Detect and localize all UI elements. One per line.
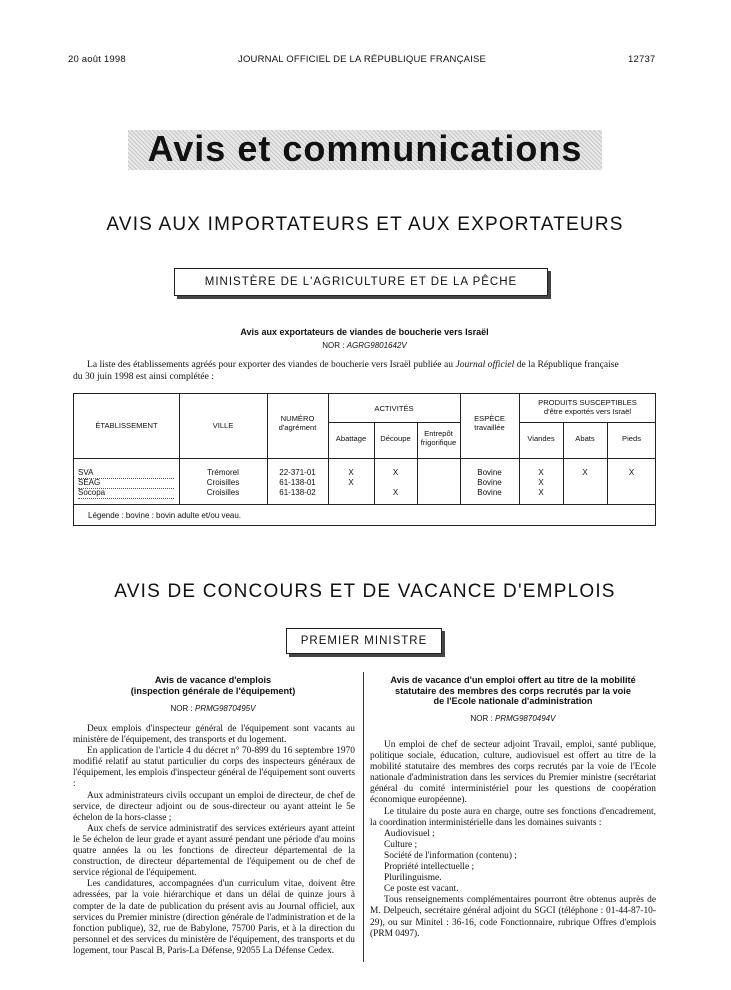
page-number: 12737 [628, 54, 656, 65]
th-ville: VILLE [212, 421, 234, 430]
cell-etab: SVA [78, 468, 174, 479]
list-item: Plurilinguisme. [384, 873, 442, 884]
th-entrepot-sub: frigorifique [420, 438, 457, 447]
cell-viandes: X [538, 468, 544, 477]
nor-label: NOR : [470, 714, 493, 723]
th-entrepot: Entrepôt [424, 429, 453, 438]
nor-label: NOR : [170, 704, 193, 713]
list-item: Propriété intellectuelle ; [384, 862, 475, 873]
cell-viandes: X [538, 478, 544, 487]
list-item: Audiovisuel ; [384, 828, 435, 839]
cell-decoupe: X [392, 488, 399, 497]
nor-code: PRMG9870494V [494, 714, 556, 723]
cell-abattage: X [348, 478, 354, 487]
right-paragraph: Un emploi de chef de secteur adjoint Travail, emploi, santé publique, politique sociale, éducation, culture, audiovisuel est offert au titre de la mobilité statutaire des membres des corps recrutés par la voie de l'Ecole nationale d'administration dans les services du Premier ministre (secrétariat général du comité interministériel pour les questions de coopération économique européenne). [370, 740, 656, 806]
right-paragraph: Tous renseignements complémentaires pourront être obtenus auprès de M. Delpeuch, secrétaire général adjoint du SGCI (téléphone : 01-44-87-10-29), ou sur Minitel : 36-16, code Fonctionnaire, rubrique Offres d'emplois (PRM 0497). [370, 895, 656, 939]
cell-ville: Croisilles [206, 478, 240, 487]
left-notice-title [73, 675, 353, 697]
intro-paragraph-end: du 30 juin 1998 est ainsi complétée : [73, 371, 214, 382]
left-paragraph: Aux chefs de service administratif des services extérieurs ayant atteint le 5e échelon de leur grade et ayant assuré pendant une période d'au moins quatre années la ou les fonctions de directeur départemental de la construction, de directeur départemental de l'équipement ou de chef de service régional de l'équipement. [73, 823, 355, 879]
banner-title: Avis et communications [147, 128, 583, 169]
cell-numero: 61-138-01 [279, 478, 316, 487]
cell-etab: SEAG [78, 478, 174, 489]
nor-code: AGRG9801642V [346, 341, 407, 350]
th-produits-sub: d'être exportés vers Israël [543, 407, 632, 416]
cell-espece: Bovine [477, 468, 502, 477]
left-title-line1: Avis de vacance d'emplois [154, 675, 272, 685]
column-divider [363, 672, 364, 962]
cell-pieds: X [628, 468, 635, 477]
ministry-box-agriculture: MINISTÈRE DE L'AGRICULTURE ET DE LA PÊCHE [174, 268, 548, 296]
cell-decoupe: X [392, 468, 399, 477]
left-paragraph: Aux administrateurs civils occupant un emploi de directeur, de chef de service, de directeur adjoint ou de sous-directeur ou ayant atteint le 5e échelon de la hors-classe ; [73, 790, 355, 823]
right-title-line2: statutaire des membres des corps recrutés par la voie [395, 685, 631, 696]
list-item: Culture ; [384, 839, 418, 850]
nor-code: PRMG9870495V [194, 704, 256, 713]
th-espece: ESPÈCE [474, 414, 505, 423]
right-paragraph: Le titulaire du poste aura en charge, outre ses fonctions d'encadrement, la coordination interministérielle dans les domaines suivants : [370, 806, 656, 828]
th-produits: PRODUITS SUSCEPTIBLES [538, 398, 637, 407]
page-date: 20 août 1998 [68, 54, 126, 65]
journal-title: JOURNAL OFFICIEL DE LA RÉPUBLIQUE FRANÇAISE [238, 54, 487, 65]
left-paragraph: Deux emplois d'inspecteur général de l'équipement sont vacants au ministère de l'équipement, des transports et du logement. [73, 724, 355, 746]
notice-title-israel: Avis aux exportateurs de viandes de boucherie vers Israël [240, 327, 489, 337]
section-title-concours: AVIS DE CONCOURS ET DE VACANCE D'EMPLOIS [114, 581, 616, 602]
cell-ville: Trémorel [207, 468, 239, 477]
right-notice-title [370, 675, 656, 707]
right-paragraph: Ce poste est vacant. [384, 884, 459, 895]
right-title-line3: de l'Ecole nationale d'administration [433, 696, 593, 707]
nor-label: NOR : [322, 341, 345, 350]
cell-viandes: X [538, 488, 544, 497]
th-decoupe: Découpe [380, 434, 411, 443]
table-legend: Légende : bovine : bovin adulte et/ou veau. [88, 511, 242, 520]
intro-text-1: La liste des établissements agréés pour exporter des viandes de boucherie vers Israël publiée au [87, 359, 456, 370]
th-etablissement: ÉTABLISSEMENT [95, 421, 158, 430]
cell-ville: Croisilles [206, 488, 240, 497]
left-body [73, 724, 355, 957]
right-title-line1: Avis de vacance d'un emploi offert au titre de la mobilité [390, 675, 636, 685]
cell-abats: X [582, 468, 588, 477]
th-pieds: Pieds [622, 434, 641, 443]
th-numero: NUMÉRO [280, 414, 315, 423]
cell-espece: Bovine [477, 478, 502, 487]
list-item: Société de l'information (contenu) ; [384, 850, 517, 861]
left-paragraph: En application de l'article 4 du décret n° 70-899 du 16 septembre 1970 modifié relatif au statut particulier du corps des inspecteurs généraux de l'équipement, les emplois d'inspecteur général de l'équipement sont ouverts : [73, 746, 355, 790]
th-viandes: Viandes [527, 434, 555, 443]
section-title-importers: AVIS AUX IMPORTATEURS ET AUX EXPORTATEURS [106, 214, 624, 235]
nor-line-right [370, 714, 656, 723]
ministry-box-premier: PREMIER MINISTRE [286, 628, 442, 654]
th-activites: ACTIVITÉS [374, 404, 414, 413]
cell-etab: Socopa [78, 488, 174, 499]
cell-espece: Bovine [477, 488, 502, 497]
cell-numero: 61-138-02 [279, 488, 316, 497]
nor-line-1 [73, 341, 656, 350]
th-abattage: Abattage [335, 434, 367, 443]
nor-line-left [73, 704, 353, 713]
left-title-line2: (inspection générale de l'équipement) [130, 686, 296, 696]
th-espece-sub: travaillée [474, 423, 505, 432]
cell-numero: 22-371-01 [279, 468, 316, 477]
th-abats: Abats [575, 434, 595, 443]
intro-paragraph [73, 359, 656, 371]
intro-journal: Journal officiel [455, 359, 515, 370]
establishment-table [73, 393, 656, 526]
th-numero-sub: d'agrément [278, 423, 317, 432]
right-body [370, 740, 656, 940]
cell-abattage: X [348, 468, 354, 477]
left-paragraph: Les candidatures, accompagnées d'un curriculum vitae, doivent être adressées, par la voie hiérarchique et dans un délai de quinze jours à compter de la date de publication du présent avis au Journal officiel, aux services du Premier ministre (direction générale de l'administration et de la fonction publique), 32, rue de Babylone, 75700 Paris, et à la direction du personnel et des services du ministère de l'équipement, des transports et du logement, tour Pascal B, Paris-La Défense, 92055 La Défense Cedex. [73, 879, 355, 956]
intro-text-2: de la République française [514, 359, 619, 370]
